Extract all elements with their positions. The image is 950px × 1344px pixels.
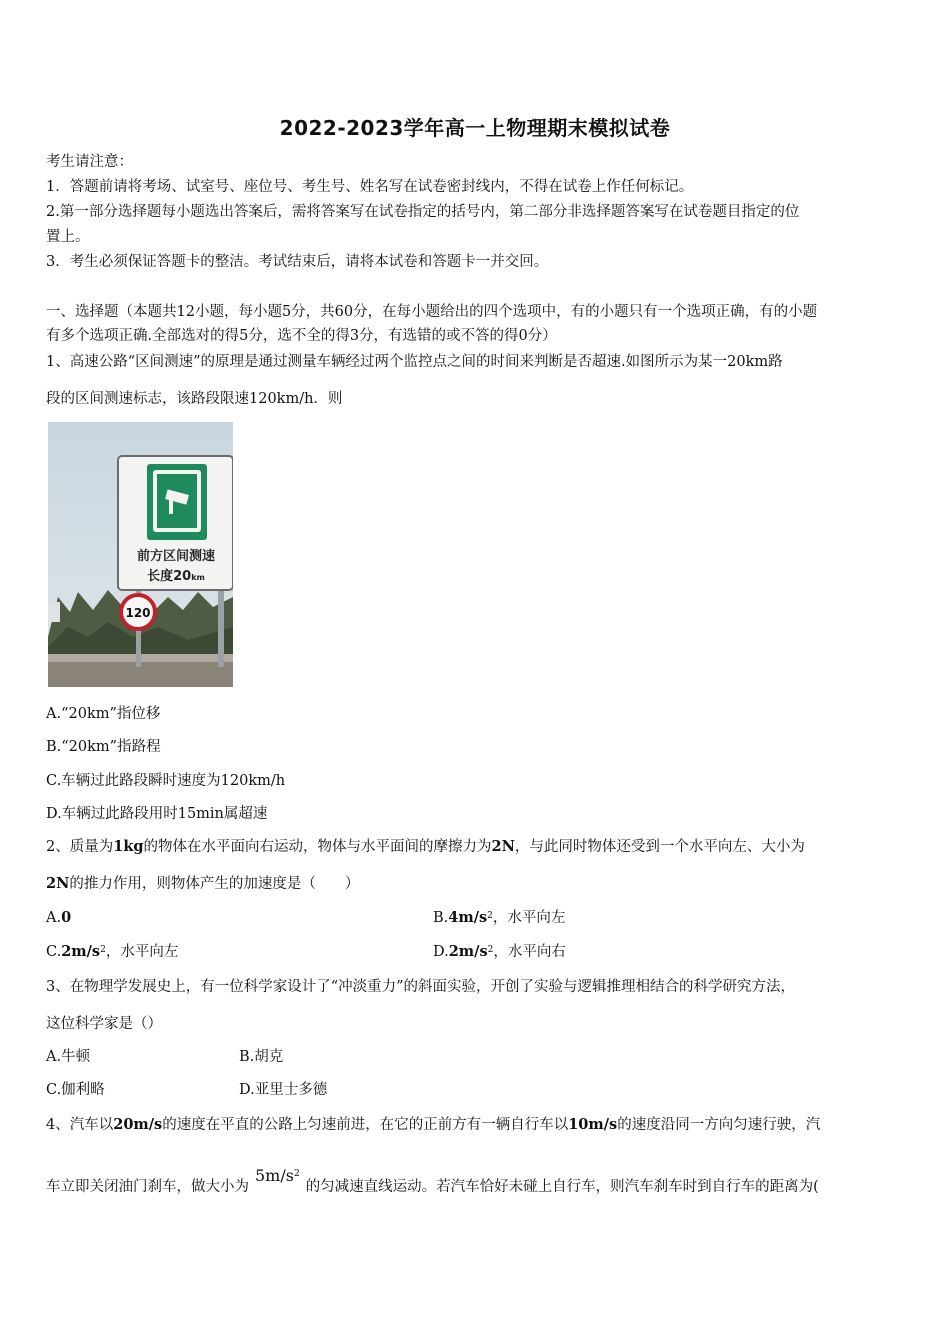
q3-option-d: D.亚里士多德 (239, 1082, 328, 1098)
q2-option-d (433, 942, 566, 962)
speed-sign-photo (48, 422, 233, 687)
notice-item-1: 1．答题前请将考场、试室号、座位号、考生号、姓名写在试卷密封线内，不得在试卷上作任何标记。 (46, 179, 694, 195)
notice-heading: 考生请注意： (46, 154, 133, 170)
q2-text: ，与此同时物体还受到一个水平向左、大小为 (514, 839, 805, 855)
q2-text: 的物体在水平面向右运动，物体与水平面间的摩擦力为 (143, 839, 492, 855)
sign-unit: km (191, 573, 205, 582)
q4-stem-2 (46, 1166, 819, 1197)
option-value: 0 (61, 909, 72, 926)
q2-mass: 1kg (113, 838, 144, 855)
superscript: 2 (100, 945, 106, 955)
q4-bike-speed: 10m/s (568, 1116, 618, 1133)
notice-item-2-cont: 置上。 (46, 229, 90, 245)
option-text: ，水平向右 (493, 944, 566, 960)
section-instructions-1: 一、选择题（本题共12小题，每小题5分，共60分，在每小题给出的四个选项中，有的小题只有一个选项正确，有的小题 (46, 304, 818, 320)
q4-deceleration (249, 1166, 306, 1185)
option-value: 2m/s (61, 943, 101, 960)
sign-text-line1: 前方区间测速 (136, 549, 216, 564)
q2-push: 2N (46, 875, 70, 892)
q2-stem-2 (46, 874, 359, 894)
q2-stem-1 (46, 837, 805, 857)
superscript: 2 (293, 1169, 300, 1179)
q1-option-c: C.车辆过此路段瞬时速度为120km/h (46, 773, 286, 789)
option-label: C. (46, 944, 62, 960)
option-text: ，水平向左 (105, 944, 179, 960)
q4-text: 的速度在平直的公路上匀速前进，在它的正前方有一辆自行车以 (162, 1117, 569, 1133)
option-label: A. (46, 910, 62, 926)
q2-option-c (46, 942, 178, 962)
option-value: 4m/s (448, 909, 488, 926)
option-label: B. (433, 910, 449, 926)
page-title: 2022-2023学年高一上物理期末模拟试卷 (279, 116, 671, 140)
q3-option-b: B.胡克 (239, 1049, 284, 1065)
notice-item-2: 2.第一部分选择题每小题选出答案后，需将答案写在试卷指定的括号内，第二部分非选择题答案写在试卷题目指定的位 (46, 204, 800, 220)
accel-value: 5m/s (255, 1166, 294, 1185)
q4-text: 4、汽车以 (46, 1117, 114, 1133)
speed-limit-text: 120 (125, 606, 151, 620)
q1-stem-2: 段的区间测速标志，该路段限速120km/h．则 (46, 391, 343, 407)
q3-stem-2: 这位科学家是（） (46, 1016, 162, 1032)
q1-option-b: B.“20km”指路程 (46, 739, 161, 755)
sign-text-line2: 长度20 (147, 569, 192, 584)
q3-option-c: C.伽利略 (46, 1082, 105, 1098)
notice-item-3: 3．考生必须保证答题卡的整洁。考试结束后，请将本试卷和答题卡一并交回。 (46, 254, 549, 270)
option-label: D. (433, 944, 449, 960)
section-instructions-2: 有多个选项正确.全部选对的得5分，选不全的得3分，有选错的或不答的得0分） (46, 328, 557, 344)
option-text: ，水平向左 (492, 910, 566, 926)
q1-option-d: D.车辆过此路段用时15min属超速 (46, 806, 268, 822)
q4-text: 的匀减速直线运动。若汽车恰好未碰上自行车，则汽车刹车时到自行车的距离为( (305, 1179, 819, 1195)
superscript: 2 (487, 945, 494, 955)
q4-car-speed: 20m/s (113, 1116, 163, 1133)
q4-text: 的速度沿同一方向匀速行驶，汽 (617, 1117, 821, 1133)
q2-text: 2、质量为 (46, 839, 114, 855)
q3-stem-1: 3、在物理学发展史上，有一位科学家设计了“冲淡重力”的斜面实验，开创了实验与逻辑推理相结合的科学研究方法， (46, 979, 796, 995)
q3-option-a: A.牛顿 (46, 1049, 91, 1065)
q1-option-a: A.“20km”指位移 (46, 706, 161, 722)
q2-option-b (433, 908, 565, 928)
superscript: 2 (487, 911, 493, 921)
q2-option-a (46, 908, 71, 928)
option-value: 2m/s (448, 943, 488, 960)
q2-friction: 2N (491, 838, 515, 855)
q2-text: 的推力作用，则物体产生的加速度是（ ） (69, 876, 360, 892)
q4-text: 车立即关闭油门刹车，做大小为 (46, 1179, 249, 1195)
q1-stem-1: 1、高速公路“区间测速”的原理是通过测量车辆经过两个监控点之间的时间来判断是否超速.如图所示为某一20km路 (46, 354, 783, 370)
q4-stem-1 (46, 1115, 820, 1135)
